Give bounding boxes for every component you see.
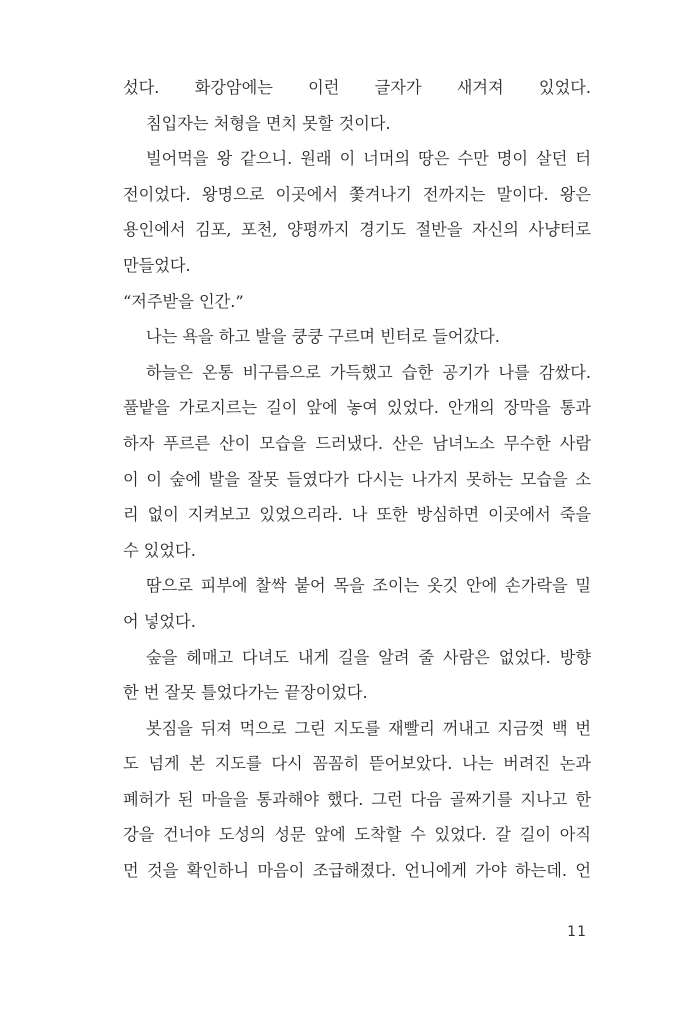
text-line: 나는 욕을 하고 발을 쿵쿵 구르며 빈터로 들어갔다. — [146, 327, 500, 347]
text-line: 빌어먹을 왕 같으니. 원래 이 너머의 땅은 수만 명이 살던 터 — [146, 149, 591, 169]
text-line: 도 넘게 본 지도를 다시 꼼꼼히 뜯어보았다. 나는 버려진 논과 — [123, 754, 591, 774]
text-line: 먼 것을 확인하니 마음이 조급해졌다. 언니에게 가야 하는데. 언 — [123, 861, 591, 881]
text-line: 폐허가 된 마을을 통과해야 했다. 그런 다음 골짜기를 지나고 한 — [123, 789, 591, 809]
text-line: 전이었다. 왕명으로 이곳에서 쫓겨나기 전까지는 말이다. 왕은 — [123, 184, 591, 204]
text-line: 봇짐을 뒤져 먹으로 그린 지도를 재빨리 꺼내고 지금껏 백 번 — [146, 718, 591, 738]
text-line: 하자 푸르른 산이 모습을 드러냈다. 산은 남녀노소 무수한 사람 — [123, 433, 591, 453]
text-line: 땀으로 피부에 찰싹 붙어 목을 조이는 옷깃 안에 손가락을 밀 — [146, 576, 591, 596]
text-line: 이 이 숲에 발을 잘못 들였다가 다시는 나가지 못하는 모습을 소 — [123, 469, 591, 489]
text-line: 섰다. 화강암에는 이런 글자가 새겨져 있었다. — [123, 78, 591, 97]
text-line: 만들었다. — [123, 255, 191, 275]
text-line: 한 번 잘못 틀었다가는 끝장이었다. — [123, 683, 368, 703]
text-line: 풀밭을 가로지르는 길이 앞에 놓여 있었다. 안개의 장막을 통과 — [123, 398, 591, 418]
text-line: 침입자는 처형을 면치 못할 것이다. — [146, 113, 391, 133]
text-line: 리 없이 지켜보고 있었으리라. 나 또한 방심하면 이곳에서 죽을 — [123, 505, 591, 525]
text-line: “저주받을 인간.” — [123, 291, 244, 311]
text-line: 수 있었다. — [123, 540, 196, 560]
text-line: 용인에서 김포, 포천, 양평까지 경기도 절반을 자신의 사냥터로 — [123, 220, 591, 240]
text-line: 하늘은 온통 비구름으로 가득했고 습한 공기가 나를 감쌌다. — [146, 362, 591, 382]
text-line: 어 넣었다. — [123, 611, 196, 631]
body-text — [123, 70, 591, 889]
text-line: 숲을 헤매고 다녀도 내게 길을 알려 줄 사람은 없었다. 방향 — [146, 647, 591, 667]
text-line: 강을 건너야 도성의 성문 앞에 도착할 수 있었다. 갈 길이 아직 — [123, 825, 591, 845]
page-number: 11 — [567, 924, 587, 940]
